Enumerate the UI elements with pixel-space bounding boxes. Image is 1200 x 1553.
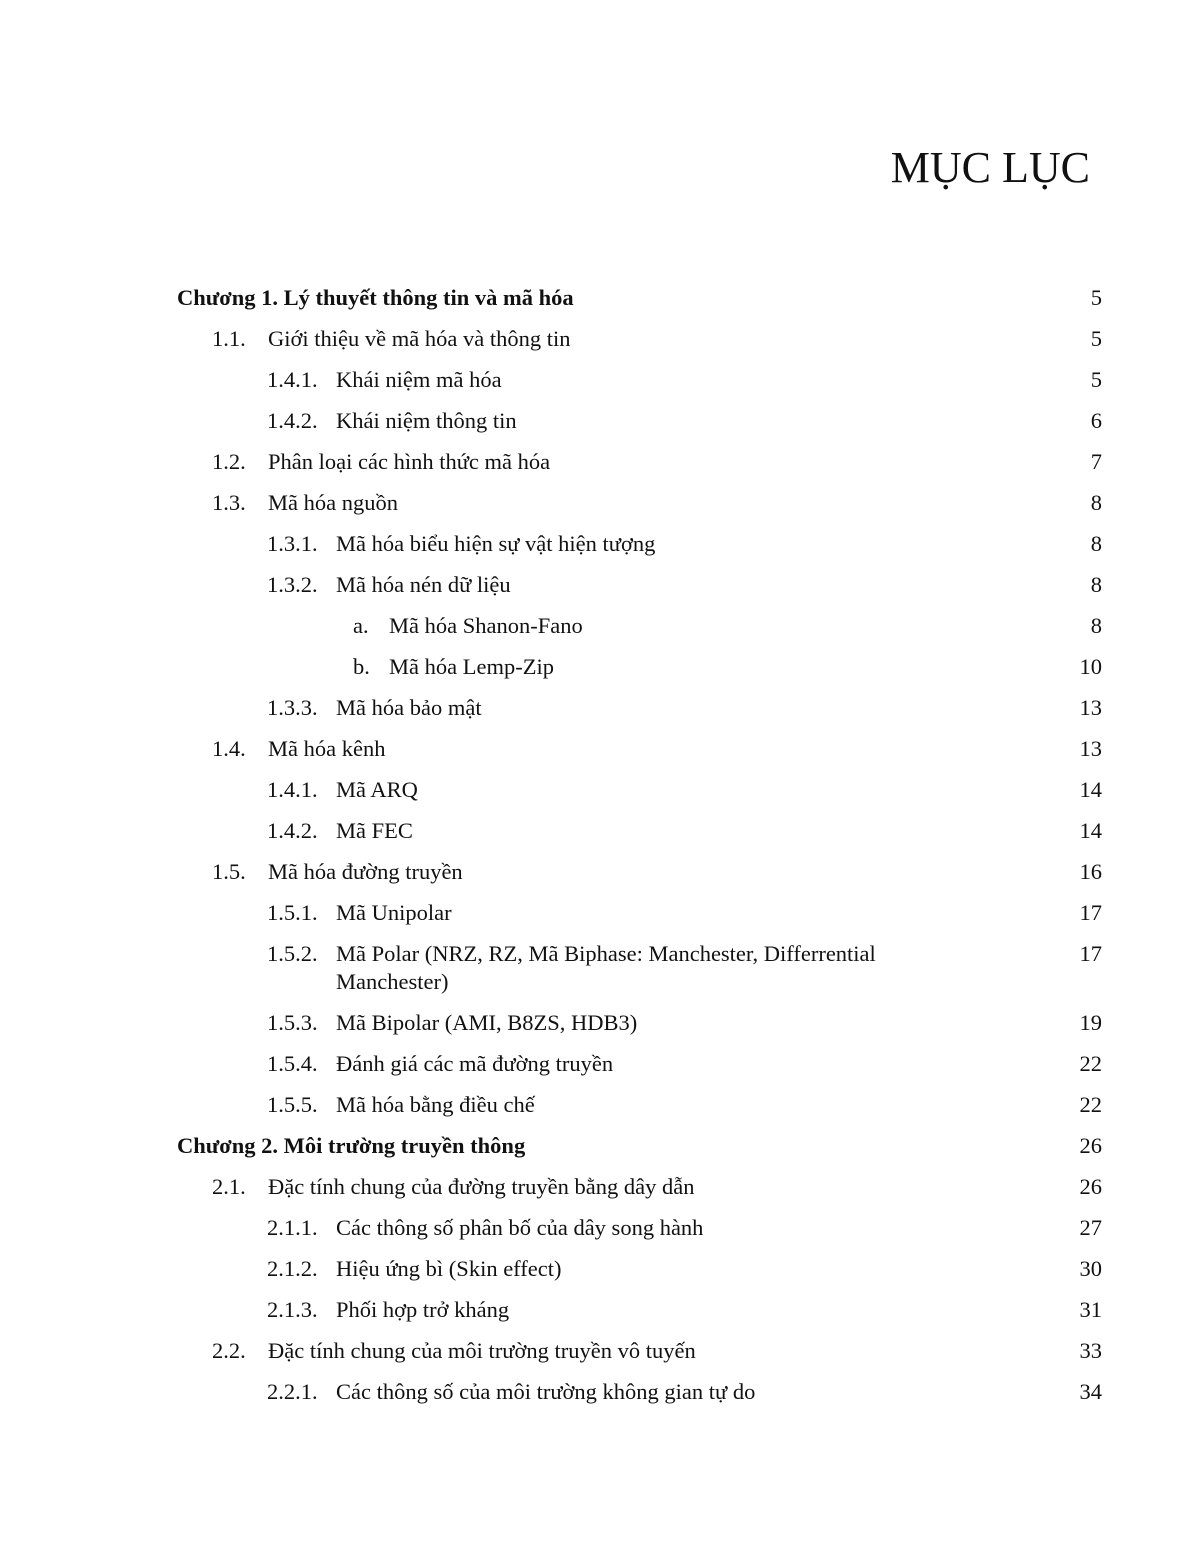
toc-entry-number: 1.5.2. bbox=[267, 941, 318, 966]
toc-entry-title: Mã hóa kênh bbox=[268, 736, 386, 761]
toc-entry-subsection[interactable] bbox=[0, 1250, 1200, 1291]
toc-page-number: 26 bbox=[1079, 1174, 1102, 1199]
toc-page-number: 30 bbox=[1079, 1256, 1102, 1281]
toc-entry-chapter[interactable] bbox=[0, 279, 1200, 320]
toc-entry-number: 1.4.2. bbox=[267, 408, 318, 433]
toc-entry-number: 1.5.4. bbox=[267, 1051, 318, 1076]
toc-entry-title: Chương 1. Lý thuyết thông tin và mã hóa bbox=[177, 285, 574, 310]
toc-entry-title: Đặc tính chung của đường truyền bằng dây dẫn bbox=[268, 1174, 695, 1199]
toc-page-number: 5 bbox=[1090, 285, 1102, 310]
toc-entry-subsection[interactable] bbox=[0, 525, 1200, 566]
toc-entry-number: 1.4.1. bbox=[267, 367, 318, 392]
toc-page-number: 17 bbox=[1079, 941, 1102, 966]
toc-page-number: 8 bbox=[1090, 490, 1102, 515]
page-title: MỤC LỤC bbox=[890, 143, 1090, 192]
toc-entry-title: Mã hóa Lemp-Zip bbox=[389, 654, 554, 679]
toc-entry-title: Mã hóa biểu hiện sự vật hiện tượng bbox=[336, 531, 656, 556]
toc-entry-number: 1.5.5. bbox=[267, 1092, 318, 1117]
toc-entry-subsection[interactable] bbox=[0, 1086, 1200, 1127]
toc-entry-subsection[interactable] bbox=[0, 566, 1200, 607]
toc-entry-item[interactable] bbox=[0, 648, 1200, 689]
toc-entry-number: 1.4.2. bbox=[267, 818, 318, 843]
toc-entry-title: Mã hóa Shanon-Fano bbox=[389, 613, 583, 638]
toc-page-number: 26 bbox=[1079, 1133, 1102, 1158]
toc-entry-subsection[interactable] bbox=[0, 402, 1200, 443]
toc-entry-number: 2.2.1. bbox=[267, 1379, 318, 1404]
toc-entry-section[interactable] bbox=[0, 443, 1200, 484]
toc-entry-title: Hiệu ứng bì (Skin effect) bbox=[336, 1256, 562, 1281]
toc-page-number: 13 bbox=[1079, 695, 1102, 720]
toc-entry-number: 2.2. bbox=[212, 1338, 246, 1363]
toc-entry-subsection[interactable] bbox=[0, 771, 1200, 812]
toc-entry-title: Mã Bipolar (AMI, B8ZS, HDB3) bbox=[336, 1010, 638, 1035]
toc-entry-title: Mã Polar (NRZ, RZ, Mã Biphase: Manchester, Differrential Manchester) bbox=[336, 941, 876, 994]
toc-page-number: 22 bbox=[1079, 1092, 1102, 1117]
toc-entry-subsection[interactable] bbox=[0, 1004, 1200, 1045]
toc-entry-number: 2.1.3. bbox=[267, 1297, 318, 1322]
toc-entry-number: 1.2. bbox=[212, 449, 246, 474]
table-of-contents bbox=[0, 279, 1200, 1414]
toc-entry-title: Giới thiệu về mã hóa và thông tin bbox=[268, 326, 571, 351]
toc-entry-title: Mã hóa bảo mật bbox=[336, 695, 482, 720]
toc-page-number: 22 bbox=[1079, 1051, 1102, 1076]
toc-entry-subsection[interactable] bbox=[0, 361, 1200, 402]
toc-page-number: 8 bbox=[1090, 531, 1102, 556]
toc-entry-subsection[interactable] bbox=[0, 689, 1200, 730]
toc-page-number: 10 bbox=[1079, 654, 1102, 679]
toc-entry-title: Mã Unipolar bbox=[336, 900, 452, 925]
toc-page-number: 8 bbox=[1090, 572, 1102, 597]
toc-entry-title: Khái niệm thông tin bbox=[336, 408, 517, 433]
toc-entry-section[interactable] bbox=[0, 1332, 1200, 1373]
toc-entry-title: Chương 2. Môi trường truyền thông bbox=[177, 1133, 526, 1158]
toc-page-number: 34 bbox=[1079, 1379, 1102, 1404]
toc-entry-section[interactable] bbox=[0, 1168, 1200, 1209]
toc-page-number: 8 bbox=[1090, 613, 1102, 638]
toc-page-number: 14 bbox=[1079, 777, 1102, 802]
toc-entry-number: 2.1. bbox=[212, 1174, 246, 1199]
toc-page-number: 14 bbox=[1079, 818, 1102, 843]
toc-entry-number: 1.3. bbox=[212, 490, 246, 515]
toc-entry-title: Phân loại các hình thức mã hóa bbox=[268, 449, 551, 474]
toc-entry-number: 1.1. bbox=[212, 326, 246, 351]
toc-entry-subsection[interactable] bbox=[0, 1373, 1200, 1414]
toc-entry-title: Phối hợp trở kháng bbox=[336, 1297, 510, 1322]
toc-page-number: 5 bbox=[1090, 326, 1102, 351]
toc-entry-number: b. bbox=[353, 654, 370, 679]
toc-entry-number: 2.1.1. bbox=[267, 1215, 318, 1240]
toc-entry-number: 1.4. bbox=[212, 736, 246, 761]
toc-page-number: 16 bbox=[1079, 859, 1102, 884]
toc-entry-subsection[interactable] bbox=[0, 1291, 1200, 1332]
toc-entry-subsection[interactable] bbox=[0, 894, 1200, 935]
toc-entry-number: 1.3.2. bbox=[267, 572, 318, 597]
toc-page-number: 19 bbox=[1079, 1010, 1102, 1035]
toc-entry-number: 1.3.1. bbox=[267, 531, 318, 556]
toc-entry-number: 1.5.3. bbox=[267, 1010, 318, 1035]
toc-entry-number: 1.5. bbox=[212, 859, 246, 884]
toc-entry-number: 2.1.2. bbox=[267, 1256, 318, 1281]
toc-entry-item[interactable] bbox=[0, 607, 1200, 648]
toc-entry-title: Mã hóa đường truyền bbox=[268, 859, 463, 884]
toc-page-number: 17 bbox=[1079, 900, 1102, 925]
toc-entry-subsection[interactable] bbox=[0, 1209, 1200, 1250]
toc-page-number: 6 bbox=[1090, 408, 1102, 433]
toc-entry-title: Đánh giá các mã đường truyền bbox=[336, 1051, 614, 1076]
toc-entry-title: Khái niệm mã hóa bbox=[336, 367, 502, 392]
toc-entry-subsection[interactable] bbox=[0, 1045, 1200, 1086]
toc-entry-section[interactable] bbox=[0, 853, 1200, 894]
toc-entry-title: Mã hóa bằng điều chế bbox=[336, 1092, 535, 1117]
toc-page-number: 13 bbox=[1079, 736, 1102, 761]
toc-entry-chapter[interactable] bbox=[0, 1127, 1200, 1168]
toc-entry-section[interactable] bbox=[0, 320, 1200, 361]
toc-entry-section[interactable] bbox=[0, 484, 1200, 525]
toc-entry-title: Mã hóa nén dữ liệu bbox=[336, 572, 511, 597]
toc-entry-title: Mã FEC bbox=[336, 818, 413, 843]
toc-entry-title: Đặc tính chung của môi trường truyền vô tuyến bbox=[268, 1338, 696, 1363]
toc-entry-subsection[interactable] bbox=[0, 935, 1200, 1004]
toc-page-number: 33 bbox=[1079, 1338, 1102, 1363]
toc-entry-number: a. bbox=[353, 613, 369, 638]
toc-page-number: 31 bbox=[1079, 1297, 1102, 1322]
toc-page-number: 27 bbox=[1079, 1215, 1102, 1240]
toc-entry-number: 1.3.3. bbox=[267, 695, 318, 720]
toc-entry-title: Mã hóa nguồn bbox=[268, 490, 398, 515]
toc-entry-number: 1.4.1. bbox=[267, 777, 318, 802]
toc-entry-subsection[interactable] bbox=[0, 812, 1200, 853]
toc-entry-title: Mã ARQ bbox=[336, 777, 418, 802]
toc-entry-section[interactable] bbox=[0, 730, 1200, 771]
toc-entry-title: Các thông số của môi trường không gian tự do bbox=[336, 1379, 756, 1404]
toc-page-number: 7 bbox=[1090, 449, 1102, 474]
toc-entry-title: Các thông số phân bố của dây song hành bbox=[336, 1215, 704, 1240]
toc-page-number: 5 bbox=[1090, 367, 1102, 392]
toc-entry-number: 1.5.1. bbox=[267, 900, 318, 925]
